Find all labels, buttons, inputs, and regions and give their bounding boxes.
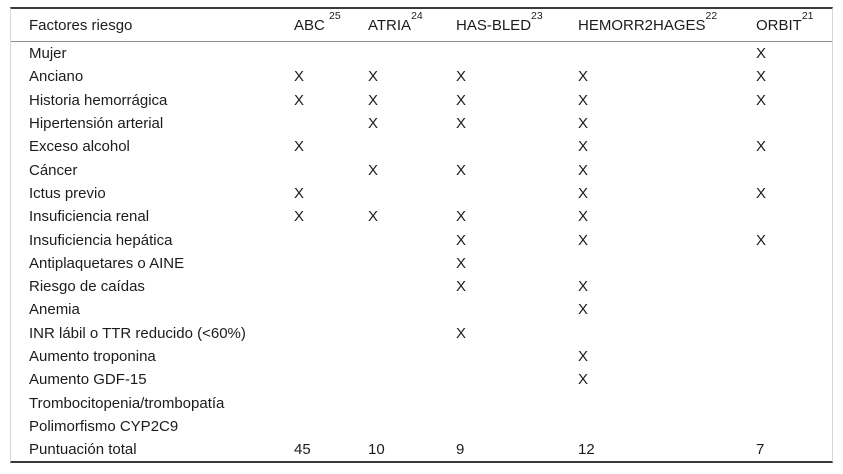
table-cell-value: X [578,301,589,319]
table-cell-value: X [368,115,379,133]
row-label: Anemia [29,301,80,319]
table-cell-value: X [456,231,467,249]
table-row [11,135,832,158]
table-cell-value: X [456,161,467,179]
scale-name: ATRIA [368,16,412,34]
scale-name: ABC [294,16,330,34]
header-col-hemorr2hages [578,10,756,34]
scale-name: ORBIT [756,16,802,34]
citation-superscript: 25 [329,10,341,22]
table-cell-value: X [456,254,467,272]
row-label: Cáncer [29,161,78,179]
row-label: Hipertensión arterial [29,115,164,133]
risk-factors-table [10,7,833,463]
header-col-atria [368,10,456,34]
table-cell-value: 7 [756,441,765,459]
table-cell-value: X [368,68,379,86]
table-cell-value: X [756,231,767,249]
table-cell-value: X [456,324,467,342]
scale-name: HEMORR2HAGES [578,16,706,34]
table-row [11,42,832,65]
table-cell-value: X [756,68,767,86]
table-cell-value: X [578,348,589,365]
row-label: Antiplaquetares o AINE [29,254,185,272]
table-cell-value: X [294,208,305,226]
table-cell-value: X [456,68,467,86]
table-row [11,205,832,228]
header-row-label: Factores riesgo [29,16,133,34]
table-cell-value: X [578,115,589,133]
row-label: Insuficiencia hepática [29,231,173,249]
row-label: INR lábil o TTR reducido (<60%) [29,324,246,342]
table-cell-value: X [578,184,589,202]
citation-superscript: 24 [411,10,423,22]
table-row [11,322,832,345]
table-cell-value: X [294,138,305,156]
table-header-row [11,9,832,42]
row-label: Polimorfismo CYP2C9 [29,417,179,435]
table-body [11,42,832,461]
citation-superscript: 21 [801,10,814,22]
table-row [11,438,832,461]
table-cell-value: 9 [456,441,465,459]
row-label: Insuficiencia renal [29,208,150,226]
table-row [11,345,832,368]
table-cell-value: X [294,184,305,202]
table-row [11,65,832,88]
table-cell-value: X [578,371,589,389]
table-row [11,228,832,251]
row-label: Aumento troponina [29,348,156,365]
table-cell-value: X [456,278,467,296]
scale-name: HAS-BLED [456,16,532,34]
table-cell-value: X [456,91,467,109]
table-cell-value: X [578,231,589,249]
row-label: Riesgo de caídas [29,278,145,296]
table-row [11,158,832,181]
table-cell-value: X [756,138,767,156]
row-label: Exceso alcohol [29,138,130,156]
table-row [11,89,832,112]
table-cell-value: X [368,91,379,109]
table-cell-value: X [578,138,589,156]
table-cell-value: X [368,161,379,179]
table-row [11,182,832,205]
table-row [11,391,832,414]
table-row [11,298,832,321]
table-cell-value: 45 [294,441,311,459]
table-cell-value: X [578,278,589,296]
table-cell-value: X [578,91,589,109]
header-col-orbit [756,10,832,34]
citation-superscript: 22 [705,10,718,22]
table-cell-value: X [756,45,767,63]
table-cell-value: 12 [578,441,595,459]
table-row [11,275,832,298]
table-cell-value: X [578,161,589,179]
header-col-has-bled [456,10,578,34]
table-cell-value: X [456,208,467,226]
row-label: Mujer [29,45,67,63]
table-cell-value: X [756,184,767,202]
table-cell-value: X [294,91,305,109]
table-cell-value: 10 [368,441,385,459]
table-cell-value: X [578,68,589,86]
row-label: Ictus previo [29,184,106,202]
table-row [11,415,832,438]
citation-superscript: 23 [531,10,543,22]
row-label: Anciano [29,68,84,86]
table-cell-value: X [456,115,467,133]
table-cell-value: X [578,208,589,226]
row-label: Aumento GDF-15 [29,371,147,389]
table-row [11,252,832,275]
table-cell-value: X [368,208,379,226]
table-row [11,112,832,135]
row-label: Trombocitopenia/trombopatía [29,394,225,412]
table-cell-value: X [756,91,767,109]
row-label: Puntuación total [29,441,137,459]
table-row [11,368,832,391]
header-col-abc [294,10,368,34]
table-cell-value: X [294,68,305,86]
row-label: Historia hemorrágica [29,91,168,109]
